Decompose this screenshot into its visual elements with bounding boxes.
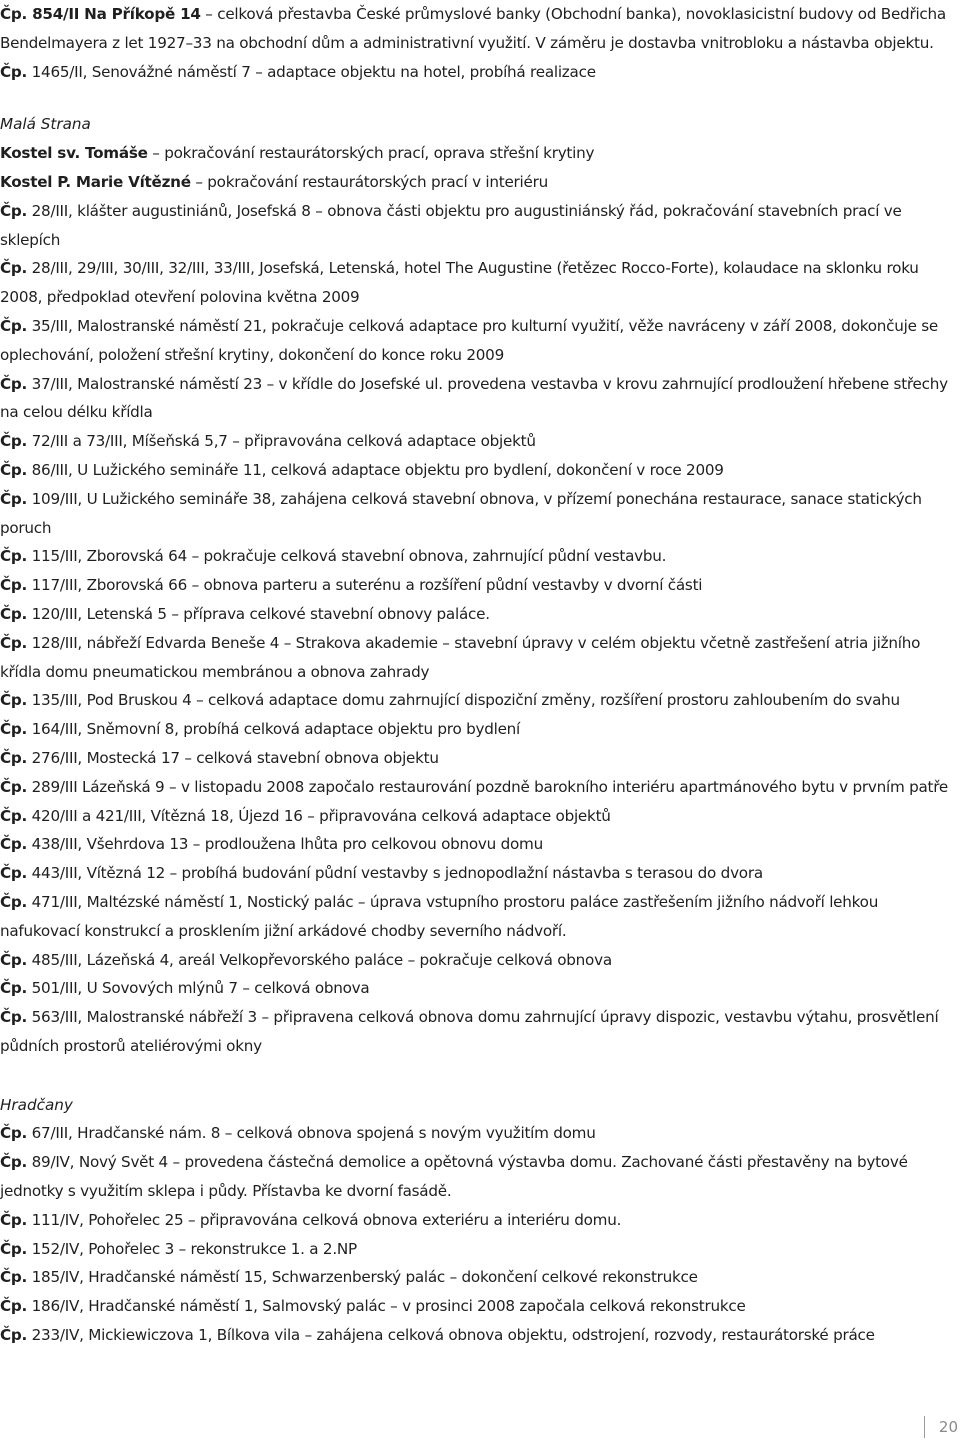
page-footer bbox=[924, 1412, 960, 1442]
entry-label: Čp. bbox=[0, 1153, 28, 1172]
entry-label: Kostel sv. Tomáše bbox=[0, 144, 148, 163]
list-item bbox=[0, 485, 958, 543]
list-item bbox=[0, 1292, 958, 1321]
list-item bbox=[0, 802, 958, 831]
entry-text: 109/III, U Lužického semináře 38, zahájena celková stavební obnova, v přízemí ponechána restaurace, sanace statických poruch bbox=[0, 489, 922, 537]
entry-text: 135/III, Pod Bruskou 4 – celková adaptace domu zahrnující dispoziční změny, rozšíření prostoru zahloubením do svahu bbox=[27, 691, 900, 710]
entry-label: Čp. bbox=[0, 1210, 28, 1229]
entry-text: 164/III, Sněmovní 8, probíhá celková adaptace objektu pro bydlení bbox=[27, 720, 521, 739]
entry-text: 233/IV, Mickiewiczova 1, Bílkova vila – zahájena celková obnova objektu, odstrojení, rozvody, restaurátorské práce bbox=[27, 1326, 875, 1345]
entry-label: Čp. bbox=[0, 432, 28, 451]
entry-text: 120/III, Letenská 5 – příprava celkové stavební obnovy paláce. bbox=[27, 604, 490, 623]
entry-label: Čp. bbox=[0, 892, 28, 911]
entry-label: Čp. bbox=[0, 259, 28, 278]
entry-text: 443/III, Vítězná 12 – probíhá budování půdní vestavby s jednopodlažní nástavba s terasou do dvora bbox=[27, 864, 763, 883]
entry-text: 471/III, Maltézské náměstí 1, Nostický palác – úprava vstupního prostoru paláce zastřešením jižního nádvoří lehkou nafukovací konstrukcí a prosklením jižní arkádové chodby severního nádvoří. bbox=[0, 892, 879, 940]
list-item bbox=[0, 168, 958, 197]
entry-text: 289/III Lázeňská 9 – v listopadu 2008 započalo restaurování pozdně barokního interiéru apartmánového bytu v prvním patře bbox=[27, 777, 948, 796]
entry-label: Čp. bbox=[0, 835, 28, 854]
entry-label: Čp. bbox=[0, 201, 28, 220]
entry-label: Čp. bbox=[0, 547, 28, 566]
list-item bbox=[0, 254, 958, 312]
entry-label: Čp. bbox=[0, 316, 28, 335]
entry-text: 276/III, Mostecká 17 – celková stavební obnova objektu bbox=[27, 748, 439, 767]
entry-label: Čp. bbox=[0, 777, 28, 796]
page-number: 20 bbox=[938, 1418, 958, 1436]
list-item bbox=[0, 0, 958, 58]
section bbox=[0, 0, 958, 86]
list-item bbox=[0, 571, 958, 600]
entry-label: Čp. bbox=[0, 806, 28, 825]
section bbox=[0, 1091, 958, 1350]
list-item bbox=[0, 139, 958, 168]
list-item bbox=[0, 1263, 958, 1292]
list-item bbox=[0, 686, 958, 715]
entry-text: 89/IV, Nový Svět 4 – provedena částečná demolice a opětovná výstavba domu. Zachované části přestavěny na bytové jednotky s využitím sklepa i půdy. Přístavba ke dvorní fasádě. bbox=[0, 1153, 908, 1201]
entry-label: Čp. 854/II Na Příkopě 14 bbox=[0, 5, 201, 23]
entry-text: 37/III, Malostranské náměstí 23 – v křídle do Josefské ul. provedena vestavba v krovu zahrnující prodloužení hřebene střechy na celou délku křídla bbox=[0, 374, 948, 422]
entry-text: 72/III a 73/III, Míšeňská 5,7 – připravována celková adaptace objektů bbox=[27, 432, 536, 451]
list-item bbox=[0, 542, 958, 571]
list-item bbox=[0, 888, 958, 946]
entry-text: 28/III, 29/III, 30/III, 32/III, 33/III, Josefská, Letenská, hotel The Augustine (řetězec Rocco-Forte), kolaudace na sklonku roku 2008, předpoklad otevření polovina května 2009 bbox=[0, 259, 919, 307]
list-item bbox=[0, 974, 958, 1003]
entry-label: Čp. bbox=[0, 633, 28, 652]
entry-text: 28/III, klášter augustiniánů, Josefská 8 – obnova části objektu pro augustiniánský řád, pokračování stavebních prací ve sklepích bbox=[0, 201, 902, 249]
entry-label: Čp. bbox=[0, 1124, 28, 1143]
list-item bbox=[0, 197, 958, 255]
list-item bbox=[0, 427, 958, 456]
entry-label: Čp. bbox=[0, 489, 28, 508]
list-item bbox=[0, 58, 958, 87]
entry-text: – celková přestavba České průmyslové banky (Obchodní banka), novoklasicistní budovy od Bedřicha Bendelmayera z let 1927–33 na obchodní dům a administrativní využití. V záměru je dostavba vnitrobloku a nástavba objektu. bbox=[0, 5, 946, 52]
entry-text: 35/III, Malostranské náměstí 21, pokračuje celková adaptace pro kulturní využití, věže navráceny v září 2008, dokončuje se oplechování, položení střešní krytiny, dokončení do konce roku 2009 bbox=[0, 316, 939, 364]
entry-text: 111/IV, Pohořelec 25 – připravována celková obnova exteriéru a interiéru domu. bbox=[27, 1210, 622, 1229]
entry-text: 117/III, Zborovská 66 – obnova parteru a suterénu a rozšíření půdní vestavby v dvorní části bbox=[27, 576, 703, 595]
section-heading: Malá Strana bbox=[0, 115, 91, 134]
entry-label: Čp. bbox=[0, 576, 28, 595]
entry-text: – pokračování restaurátorských prací, oprava střešní krytiny bbox=[147, 144, 595, 163]
list-item bbox=[0, 744, 958, 773]
entry-text: 1465/II, Senovážné náměstí 7 – adaptace objektu na hotel, probíhá realizace bbox=[27, 62, 596, 81]
entry-label: Čp. bbox=[0, 374, 28, 393]
entry-label: Čp. bbox=[0, 1297, 28, 1316]
entry-text: 485/III, Lázeňská 4, areál Velkopřevorského paláce – pokračuje celková obnova bbox=[27, 950, 612, 969]
entry-text: 420/III a 421/III, Vítězná 18, Újezd 16 – připravována celková adaptace objektů bbox=[27, 806, 611, 825]
entry-label: Čp. bbox=[0, 691, 28, 710]
entry-label: Čp. bbox=[0, 1008, 28, 1027]
list-item bbox=[0, 370, 958, 428]
entry-text: 185/IV, Hradčanské náměstí 15, Schwarzenberský palác – dokončení celkové rekonstrukce bbox=[27, 1268, 698, 1287]
list-item bbox=[0, 715, 958, 744]
list-item bbox=[0, 1321, 958, 1350]
entry-text: – pokračování restaurátorských prací v interiéru bbox=[190, 172, 548, 191]
entry-text: 128/III, nábřeží Edvarda Beneše 4 – Strakova akademie – stavební úpravy v celém objektu včetně zastřešení atria jižního křídla domu pneumatickou membránou a obnova zahrady bbox=[0, 633, 921, 681]
entry-label: Čp. bbox=[0, 604, 28, 623]
entry-label: Čp. bbox=[0, 950, 28, 969]
entry-label: Čp. bbox=[0, 1239, 28, 1258]
footer-divider bbox=[924, 1416, 925, 1438]
list-item bbox=[0, 629, 958, 687]
section-heading: Hradčany bbox=[0, 1095, 73, 1114]
section bbox=[0, 110, 958, 1060]
entry-label: Čp. bbox=[0, 748, 28, 767]
entry-text: 67/III, Hradčanské nám. 8 – celková obnova spojená s novým využitím domu bbox=[27, 1124, 596, 1143]
entry-label: Čp. bbox=[0, 720, 28, 739]
list-item bbox=[0, 830, 958, 859]
list-item bbox=[0, 1148, 958, 1206]
entry-label: Čp. bbox=[0, 1326, 28, 1345]
entry-text: 186/IV, Hradčanské náměstí 1, Salmovský palác – v prosinci 2008 započala celková rekonstrukce bbox=[27, 1297, 746, 1316]
entry-label: Čp. bbox=[0, 864, 28, 883]
entry-label: Čp. bbox=[0, 1268, 28, 1287]
list-item bbox=[0, 1206, 958, 1235]
list-item bbox=[0, 600, 958, 629]
entry-label: Čp. bbox=[0, 62, 28, 81]
list-item bbox=[0, 1119, 958, 1148]
entry-text: 501/III, U Sovových mlýnů 7 – celková obnova bbox=[27, 979, 370, 998]
list-item bbox=[0, 946, 958, 975]
entry-text: 438/III, Všehrdova 13 – prodloužena lhůta pro celkovou obnovu domu bbox=[27, 835, 543, 854]
section-spacer bbox=[0, 1061, 958, 1091]
entry-label: Kostel P. Marie Vítězné bbox=[0, 172, 191, 191]
list-item bbox=[0, 1235, 958, 1264]
entry-label: Čp. bbox=[0, 979, 28, 998]
list-item bbox=[0, 1003, 958, 1061]
list-item bbox=[0, 312, 958, 370]
list-item bbox=[0, 773, 958, 802]
entry-text: 115/III, Zborovská 64 – pokračuje celková stavební obnova, zahrnující půdní vestavbu. bbox=[27, 547, 667, 566]
list-item bbox=[0, 456, 958, 485]
list-item bbox=[0, 859, 958, 888]
entry-text: 563/III, Malostranské nábřeží 3 – připravena celková obnova domu zahrnující úpravy dispozic, vestavbu výtahu, prosvětlení půdních prostorů ateliérovými okny bbox=[0, 1008, 939, 1055]
section-spacer bbox=[0, 86, 958, 110]
entry-text: 86/III, U Lužického semináře 11, celková adaptace objektu pro bydlení, dokončení v roce 2009 bbox=[27, 460, 724, 479]
entry-label: Čp. bbox=[0, 460, 28, 479]
entry-text: 152/IV, Pohořelec 3 – rekonstrukce 1. a 2.NP bbox=[27, 1239, 357, 1258]
